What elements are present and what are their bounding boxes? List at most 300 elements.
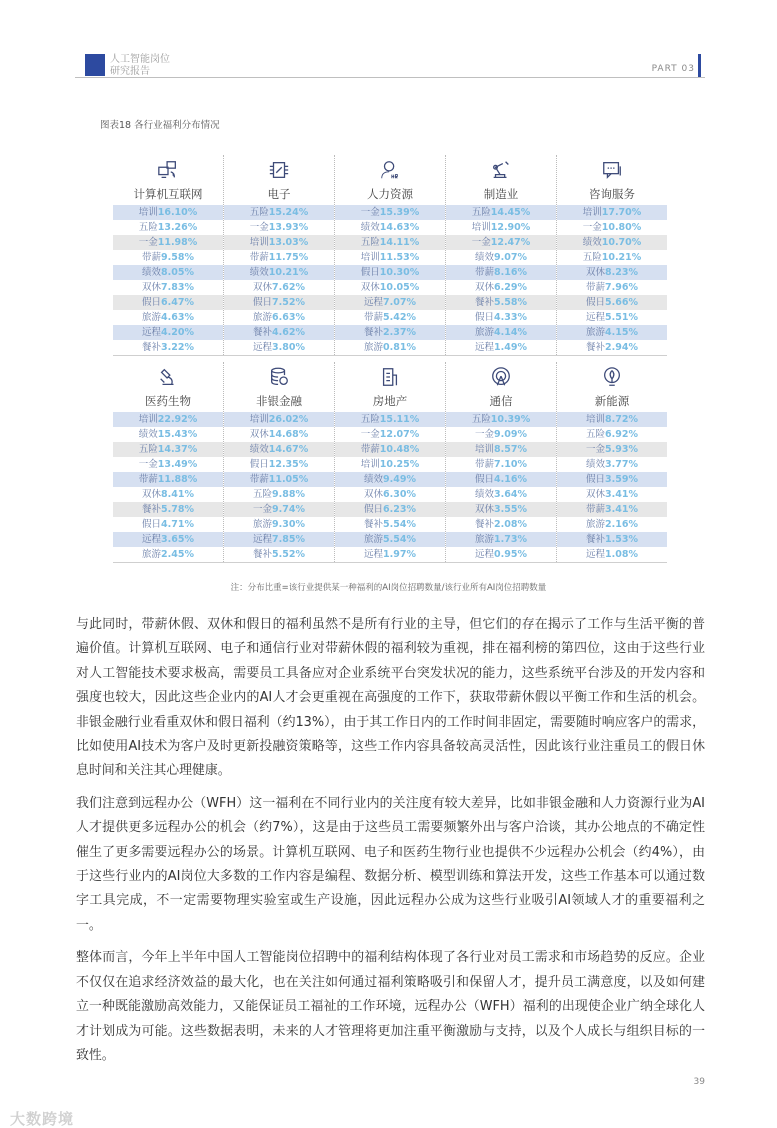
benefit-label: 带薪 [138,474,158,485]
benefit-share: 13.93% [268,222,309,233]
benefit-share: 7.83% [161,282,194,293]
benefit-row [557,502,667,517]
benefit-row [335,250,445,265]
benefit-share: 5.66% [605,297,638,308]
benefit-row [224,235,334,250]
benefit-label: 远程 [142,327,162,338]
benefit-label: 远程 [364,297,384,308]
robot-arm-icon [446,155,556,181]
benefit-share: 11.05% [268,474,309,485]
benefit-label: 远程 [253,342,273,353]
benefit-label: 培训 [249,237,269,248]
benefit-share: 1.08% [605,549,638,560]
benefit-label: 绩效 [364,474,384,485]
benefits-table-top [113,155,667,355]
benefit-share: 9.74% [272,504,305,515]
industry-name: 人力资源 [367,187,413,201]
industry-name: 医药生物 [145,394,191,408]
benefit-label: 带薪 [142,252,162,263]
benefit-label: 绩效 [475,489,495,500]
benefit-share: 4.15% [605,327,638,338]
header-divider [75,77,705,78]
benefit-row [113,220,223,235]
benefit-share: 6.47% [161,297,194,308]
benefit-row [446,532,556,547]
benefit-row [113,547,223,562]
benefit-label: 带薪 [475,459,495,470]
benefit-share: 15.43% [157,429,198,440]
benefit-share: 6.23% [383,504,416,515]
hr-person-icon [335,155,445,181]
benefit-share: 8.41% [161,489,194,500]
benefit-label: 远程 [142,534,162,545]
industry-column [556,155,667,355]
benefit-row [224,532,334,547]
header-accent-bar [698,54,701,77]
benefit-label: 餐补 [142,342,162,353]
figure-note: 注：分布比重=该行业提供某一种福利的AI岗位招聘数量/该行业所有AI岗位招聘数量 [230,583,547,593]
benefit-label: 培训 [360,459,380,470]
benefit-label: 绩效 [360,222,380,233]
benefit-share: 11.75% [268,252,309,263]
benefit-row [113,205,223,220]
benefit-row [557,205,667,220]
industry-name: 新能源 [594,394,630,408]
benefit-row [557,427,667,442]
eco-bulb-icon [557,362,667,388]
benefit-row [335,310,445,325]
benefit-label: 五险 [138,222,158,233]
benefit-label: 双休 [364,489,384,500]
benefit-share: 1.73% [494,534,527,545]
benefit-share: 9.30% [272,519,305,530]
benefit-row [224,442,334,457]
industry-column [113,155,223,355]
benefit-label: 远程 [586,549,606,560]
benefit-row [113,487,223,502]
benefit-row [557,325,667,340]
benefit-share: 4.63% [161,312,194,323]
benefit-label: 五险 [360,414,380,425]
benefit-share: 5.93% [605,444,638,455]
benefit-label: 远程 [475,549,495,560]
chat-bubble-icon [557,155,667,181]
benefit-label: 餐补 [253,549,273,560]
benefit-share: 14.45% [490,207,531,218]
coins-stack-icon [224,362,334,388]
benefit-share: 14.67% [268,444,309,455]
benefit-label: 培训 [138,207,158,218]
benefit-row [446,310,556,325]
benefit-label: 带薪 [249,252,269,263]
industry-name: 计算机互联网 [133,187,203,201]
benefit-label: 双休 [586,489,606,500]
benefit-label: 餐补 [364,519,384,530]
benefit-label: 五险 [253,489,273,500]
benefit-label: 假日 [586,474,606,485]
benefit-share: 7.52% [272,297,305,308]
benefit-label: 培训 [360,252,380,263]
benefit-share: 5.42% [383,312,416,323]
benefit-label: 绩效 [142,267,162,278]
benefit-label: 旅游 [253,312,273,323]
benefit-row [113,235,223,250]
benefit-row [446,457,556,472]
industry-column [445,155,556,355]
benefit-label: 餐补 [586,534,606,545]
benefit-share: 2.94% [605,342,638,353]
benefit-label: 五险 [582,252,602,263]
benefit-share: 22.92% [157,414,198,425]
header-logo-block [85,54,105,76]
benefit-label: 绩效 [249,267,269,278]
benefit-label: 餐补 [253,327,273,338]
benefit-row [224,427,334,442]
benefit-share: 7.07% [383,297,416,308]
benefit-label: 绩效 [582,237,602,248]
benefit-share: 3.41% [605,489,638,500]
benefit-share: 15.24% [268,207,309,218]
industry-column [113,362,223,562]
benefit-row [224,457,334,472]
benefit-label: 旅游 [142,549,162,560]
benefit-label: 五险 [360,237,380,248]
benefit-share: 8.05% [161,267,194,278]
benefit-row [557,487,667,502]
benefit-label: 培训 [249,414,269,425]
benefit-label: 假日 [142,297,162,308]
benefit-row [335,487,445,502]
benefit-row [446,295,556,310]
benefit-row [446,250,556,265]
benefit-label: 培训 [138,414,158,425]
benefit-label: 远程 [586,312,606,323]
benefit-share: 6.30% [383,489,416,500]
benefit-share: 10.39% [490,414,531,425]
industry-column [334,362,445,562]
benefit-label: 双休 [586,267,606,278]
benefit-row [446,487,556,502]
benefit-share: 7.62% [272,282,305,293]
benefit-row [557,532,667,547]
benefit-share: 8.16% [494,267,527,278]
industry-name: 非银金融 [256,394,302,408]
benefit-label: 一金 [360,429,380,440]
benefit-row [224,295,334,310]
benefit-share: 1.97% [383,549,416,560]
industry-column [334,155,445,355]
table-divider [113,355,667,356]
benefit-row [335,265,445,280]
benefit-row [224,250,334,265]
benefit-label: 绩效 [138,429,158,440]
benefit-row [113,310,223,325]
benefit-row [224,502,334,517]
paragraph-1: 与此同时，带薪休假、双休和假日的福利虽然不是所有行业的主导，但它们的存在揭示了工作与生活平衡的普遍价值。计算机互联网、电子和通信行业对带薪休假的福利较为重视，排在福利榜的第四位，这由于这些行业对人工智能技术要求极高，需要员工具备应对企业系统平台突发状况的能力，这些系统平台涉及的开发内容和强度也较大，因此这些企业内的AI人才会更重视在高强度的工作下，获取带薪休假以平衡工作和生活的机会。非银金融行业看重双休和假日福利（约13%），由于其工作日内的工作时间非固定，需要随时响应客户的需求，比如使用AI技术为客户及时更新投融资策略等，这些工作内容具备较高灵活性，因此该行业注重员工的假日休息时间和关注其心理健康。 [76,617,705,779]
benefit-label: 旅游 [475,327,495,338]
benefit-row [335,325,445,340]
benefit-label: 餐补 [364,327,384,338]
benefit-row [113,442,223,457]
benefit-row [446,340,556,355]
benefit-row [113,325,223,340]
benefit-label: 旅游 [475,534,495,545]
header-title-line1: 人工智能岗位 [110,54,170,65]
benefit-share: 13.49% [157,459,198,470]
benefit-share: 3.41% [605,504,638,515]
benefit-share: 6.29% [494,282,527,293]
benefit-label: 旅游 [364,342,384,353]
benefit-share: 13.26% [157,222,198,233]
building-icon [335,362,445,388]
benefit-row [335,472,445,487]
benefit-share: 5.54% [383,519,416,530]
benefit-row [224,265,334,280]
industry-name: 制造业 [483,187,519,201]
benefit-row [113,532,223,547]
benefit-label: 一金 [249,222,269,233]
benefit-row [224,205,334,220]
benefit-share: 2.16% [605,519,638,530]
benefit-row [113,295,223,310]
benefit-label: 培训 [582,207,602,218]
benefit-row [557,472,667,487]
benefit-row [335,502,445,517]
benefit-share: 10.80% [601,222,642,233]
benefit-share: 3.65% [161,534,194,545]
benefit-share: 12.07% [379,429,420,440]
benefit-row [446,517,556,532]
benefit-share: 7.10% [494,459,527,470]
benefit-share: 4.14% [494,327,527,338]
benefit-row [224,220,334,235]
benefit-row [113,517,223,532]
benefit-share: 5.51% [605,312,638,323]
benefit-label: 假日 [475,474,495,485]
benefit-row [224,280,334,295]
benefit-share: 10.25% [379,459,420,470]
industry-column [223,155,334,355]
benefit-row [446,442,556,457]
benefit-row [557,250,667,265]
benefit-share: 26.02% [268,414,309,425]
benefit-share: 11.88% [157,474,198,485]
benefit-label: 一金 [138,237,158,248]
benefit-share: 2.37% [383,327,416,338]
benefit-label: 餐补 [475,297,495,308]
paragraph-3: 整体而言，今年上半年中国人工智能岗位招聘中的福利结构体现了各行业对员工需求和市场趋势的反应。企业不仅仅在追求经济效益的最大化，也在关注如何通过福利策略吸引和保留人才，提升员工满意度，以及如何建立一种既能激励高效能力，又能保证员工福祉的工作环境，远程办公（WFH）福利的出现使企业广纳全球化人才计划成为可能。这些数据表明，未来的人才管理将更加注重平衡激励与支持，以及个人成长与组织目标的一致性。 [76,950,705,1063]
benefit-label: 五险 [586,429,606,440]
benefit-label: 双休 [360,282,380,293]
benefit-share: 3.22% [161,342,194,353]
benefit-row [446,265,556,280]
benefit-share: 3.77% [605,459,638,470]
benefit-share: 15.11% [379,414,420,425]
benefit-row [446,412,556,427]
benefit-share: 3.80% [272,342,305,353]
benefit-share: 8.23% [605,267,638,278]
benefit-share: 3.64% [494,489,527,500]
computer-network-icon [113,155,223,181]
benefit-share: 9.07% [494,252,527,263]
industry-name: 房地产 [372,394,408,408]
benefit-row [335,412,445,427]
benefit-label: 带薪 [586,282,606,293]
benefit-share: 0.95% [494,549,527,560]
benefit-share: 16.10% [157,207,198,218]
benefit-share: 10.70% [601,237,642,248]
benefit-label: 双休 [249,429,269,440]
benefit-share: 4.71% [161,519,194,530]
benefit-label: 餐补 [142,504,162,515]
industry-name: 电子 [267,187,291,201]
benefit-row [113,250,223,265]
industry-column [445,362,556,562]
benefits-table-bottom [113,362,667,562]
benefit-label: 绩效 [249,444,269,455]
benefit-share: 14.68% [268,429,309,440]
benefit-row [335,205,445,220]
benefit-label: 假日 [475,312,495,323]
benefit-label: 带薪 [364,312,384,323]
benefit-label: 假日 [142,519,162,530]
benefit-label: 五险 [138,444,158,455]
benefit-label: 假日 [364,504,384,515]
benefit-row [113,427,223,442]
header-title-line2: 研究报告 [110,66,150,77]
benefit-label: 双休 [142,489,162,500]
benefit-row [446,427,556,442]
benefit-row [224,412,334,427]
paragraph-2: 我们注意到远程办公（WFH）这一福利在不同行业内的关注度有较大差异，比如非银金融和人力资源行业为AI人才提供更多远程办公的机会（约7%），这是由于这些员工需要频繁外出与客户洽谈，其办公地点的不确定性催生了更多需要远程办公的场景。计算机互联网、电子和医药生物行业也提供不少远程办公机会（约4%），由于这些行业内的AI岗位大多数的工作内容是编程、数据分析、模型训练和算法开发，这些工作基本可以通过数字工具完成，不一定需要物理实验室或生产设施，因此远程办公成为这些行业吸引AI领域人才的重要福利之一。 [76,795,705,933]
benefit-label: 双休 [475,504,495,515]
benefit-label: 绩效 [475,252,495,263]
benefit-share: 6.92% [605,429,638,440]
benefit-label: 五险 [471,414,491,425]
benefit-label: 一金 [471,237,491,248]
benefit-share: 4.20% [161,327,194,338]
benefit-share: 1.53% [605,534,638,545]
benefit-row [224,547,334,562]
benefit-share: 9.58% [161,252,194,263]
benefit-row [335,442,445,457]
benefit-share: 5.54% [383,534,416,545]
microscope-icon [113,362,223,388]
benefit-label: 带薪 [586,504,606,515]
benefit-label: 旅游 [364,534,384,545]
benefit-share: 3.59% [605,474,638,485]
benefit-row [335,517,445,532]
benefit-row [446,472,556,487]
benefit-row [557,517,667,532]
benefit-row [113,502,223,517]
benefit-row [335,427,445,442]
benefit-row [113,472,223,487]
benefit-row [113,340,223,355]
benefit-share: 4.62% [272,327,305,338]
benefit-share: 6.63% [272,312,305,323]
benefit-row [335,220,445,235]
benefit-label: 旅游 [142,312,162,323]
header-part-label: PART 03 [651,64,695,74]
benefit-share: 12.35% [268,459,309,470]
benefit-label: 一金 [586,444,606,455]
benefit-share: 9.88% [272,489,305,500]
benefit-row [335,295,445,310]
benefit-share: 9.09% [494,429,527,440]
benefit-row [446,205,556,220]
benefit-row [335,235,445,250]
benefit-row [113,280,223,295]
benefit-row [557,310,667,325]
benefit-label: 双休 [142,282,162,293]
benefit-share: 9.49% [383,474,416,485]
benefit-row [113,265,223,280]
benefit-label: 带薪 [475,267,495,278]
benefit-row [557,220,667,235]
benefit-share: 14.37% [157,444,198,455]
benefit-row [446,547,556,562]
benefit-row [446,235,556,250]
benefit-row [113,457,223,472]
benefit-share: 10.21% [268,267,309,278]
benefit-label: 假日 [249,459,269,470]
benefit-row [224,325,334,340]
benefit-label: 带薪 [249,474,269,485]
benefit-row [557,340,667,355]
benefit-share: 10.48% [379,444,420,455]
benefit-share: 4.33% [494,312,527,323]
benefit-label: 旅游 [253,519,273,530]
circuit-chip-icon [224,155,334,181]
benefit-row [335,547,445,562]
benefit-label: 五险 [249,207,269,218]
benefit-row [557,412,667,427]
benefit-share: 5.58% [494,297,527,308]
industry-column [223,362,334,562]
benefit-share: 11.53% [379,252,420,263]
benefit-share: 11.98% [157,237,198,248]
benefit-row [446,220,556,235]
benefit-share: 2.45% [161,549,194,560]
benefit-label: 远程 [253,534,273,545]
benefit-label: 餐补 [475,519,495,530]
benefit-share: 7.85% [272,534,305,545]
industry-name: 咨询服务 [589,187,635,201]
benefit-label: 餐补 [586,342,606,353]
benefit-label: 绩效 [586,459,606,470]
benefit-label: 培训 [586,414,606,425]
benefit-row [224,340,334,355]
benefit-row [224,310,334,325]
benefit-label: 一金 [360,207,380,218]
benefit-row [446,502,556,517]
figure-caption: 图表18 各行业福利分布情况 [100,120,220,131]
benefit-row [224,517,334,532]
watermark-logo: 大数跨境 [10,1110,75,1128]
benefit-label: 一金 [582,222,602,233]
benefit-row [557,457,667,472]
benefit-share: 3.55% [494,504,527,515]
benefit-label: 旅游 [586,519,606,530]
benefit-row [113,412,223,427]
benefit-label: 远程 [475,342,495,353]
benefit-share: 0.81% [383,342,416,353]
benefit-row [557,442,667,457]
benefit-row [446,280,556,295]
benefit-share: 8.57% [494,444,527,455]
benefit-share: 2.08% [494,519,527,530]
